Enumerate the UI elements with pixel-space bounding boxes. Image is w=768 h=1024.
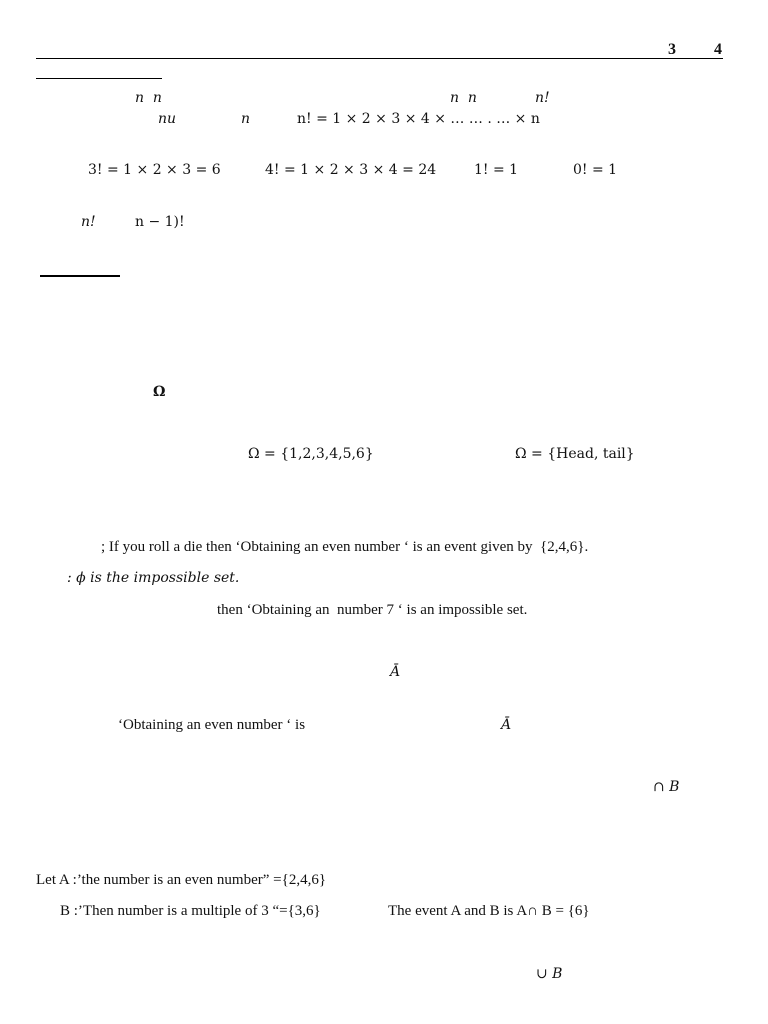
factorial-definition: n! = 1 × 2 × 3 × 4 × … … . … × n xyxy=(297,111,540,127)
impossible-set-example: then ‘Obtaining an number 7 ‘ is an impossible set. xyxy=(217,602,528,618)
factorial-example-1: 1! = 1 xyxy=(474,162,519,178)
complement-example-text: ‘Obtaining an even number ‘ is xyxy=(118,717,306,733)
intersection-b-definition: B :’Then number is a multiple of 3 “={3,6} xyxy=(60,903,321,919)
union-symbol: ∪ B xyxy=(536,966,563,982)
factorial-recursion-left: n! xyxy=(81,214,96,230)
factorial-recursion-right: n − 1)! xyxy=(135,214,185,230)
factorial-n-pair-1: n n xyxy=(135,90,162,106)
even-event-example: ; If you roll a die then ‘Obtaining an even number ‘ is an event given by {2,4,6}. xyxy=(101,539,589,555)
factorial-example-4: 4! = 1 × 2 × 3 × 4 = 24 xyxy=(265,162,437,178)
sample-space-die: Ω = {1,2,3,4,5,6} xyxy=(248,446,374,462)
factorial-n-single: n xyxy=(241,111,251,127)
factorial-nu: nu xyxy=(158,111,177,127)
intersection-result: The event A and B is A∩ B = {6} xyxy=(388,903,590,919)
intersection-let-a: Let A :’the number is an even number” ={2,4,6} xyxy=(36,872,327,888)
complement-example-symbol: Ā xyxy=(501,717,512,733)
impossible-set-definition: : ϕ is the impossible set. xyxy=(67,570,240,586)
header-rule xyxy=(36,58,723,59)
factorial-example-3: 3! = 1 × 2 × 3 = 6 xyxy=(88,162,221,178)
omega-symbol: Ω xyxy=(153,384,166,400)
section-underline-2 xyxy=(40,275,120,277)
factorial-example-0: 0! = 1 xyxy=(573,162,618,178)
factorial-n-fact: n! xyxy=(535,90,550,106)
intersection-symbol: ∩ B xyxy=(653,779,680,795)
complement-symbol: Ā xyxy=(390,664,401,680)
section-underline-1 xyxy=(36,78,162,79)
page-number-left: 3 xyxy=(668,41,676,58)
factorial-n-pair-2: n n xyxy=(450,90,477,106)
sample-space-coin: Ω = {Head, tail} xyxy=(515,446,635,462)
page-number-right: 4 xyxy=(714,41,722,58)
